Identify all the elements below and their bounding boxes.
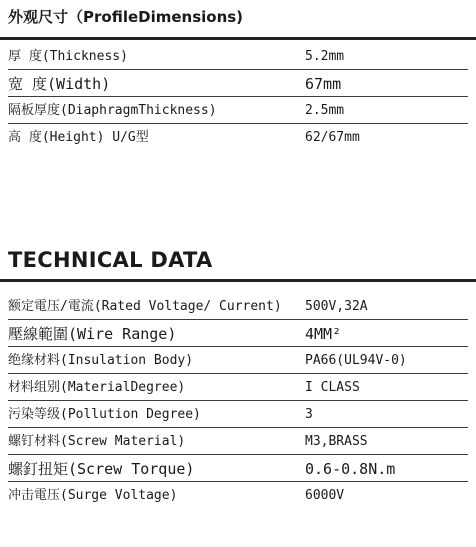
technical-row-label: 材料组别(MaterialDegree) [8,380,186,395]
row-separator [8,400,468,401]
technical-row-screw-torque [8,458,468,482]
technical-data-title: TECHNICAL DATA [8,248,213,272]
row-separator [8,69,468,70]
technical-row-pollution-degree [8,404,468,428]
technical-row-value: M3,BRASS [305,434,368,449]
profile-row-value: 5.2mm [305,49,345,64]
technical-row-value: 6000V [305,488,345,503]
profile-dimensions-title: 外观尺寸（ProfileDimensions) [8,8,244,26]
profile-row-value: 67mm [305,75,342,93]
technical-row-label: 螺钉材料(Screw Material) [8,434,186,449]
technical-title-rule [0,279,476,282]
technical-row-label: 螺釘扭矩(Screw Torque) [8,460,195,478]
profile-row-thickness [8,46,468,70]
row-separator [8,346,468,347]
technical-row-value: PA66(UL94V-0) [305,353,407,368]
technical-row-screw-material [8,431,468,455]
technical-row-wire-range [8,323,468,347]
row-separator [8,454,468,455]
profile-row-label: 隔板厚度(DiaphragmThickness) [8,103,217,118]
technical-row-label: 绝缘材料(Insulation Body) [8,353,194,368]
technical-row-surge-voltage [8,485,468,509]
row-separator [8,123,468,124]
profile-title-rule [0,37,476,40]
profile-row-height [8,127,468,151]
technical-row-label: 额定電压/電流(Rated Voltage/ Current) [8,299,282,314]
technical-row-label: 壓線範圍(Wire Range) [8,325,177,343]
technical-row-rated-voltage [8,296,468,320]
profile-row-value: 2.5mm [305,103,345,118]
technical-row-label: 污染等级(Pollution Degree) [8,407,201,422]
technical-row-value: 3 [305,407,313,422]
technical-row-value: 0.6-0.8N.m [305,460,396,478]
profile-row-label: 宽 度(Width) [8,75,111,93]
technical-row-label: 冲击電压(Surge Voltage) [8,488,178,503]
profile-row-label: 高 度(Height) U/G型 [8,130,149,145]
row-separator [8,481,468,482]
row-separator [8,96,468,97]
technical-row-value: 4MM² [305,325,342,343]
technical-row-material-degree [8,377,468,401]
profile-row-width [8,73,468,97]
profile-row-value: 62/67mm [305,130,360,145]
technical-row-insulation-body [8,350,468,374]
profile-row-label: 厚 度(Thickness) [8,49,128,64]
row-separator [8,319,468,320]
technical-row-value: I CLASS [305,380,360,395]
row-separator [8,373,468,374]
profile-row-diaphragm-thickness [8,100,468,124]
technical-row-value: 500V,32A [305,299,368,314]
row-separator [8,427,468,428]
